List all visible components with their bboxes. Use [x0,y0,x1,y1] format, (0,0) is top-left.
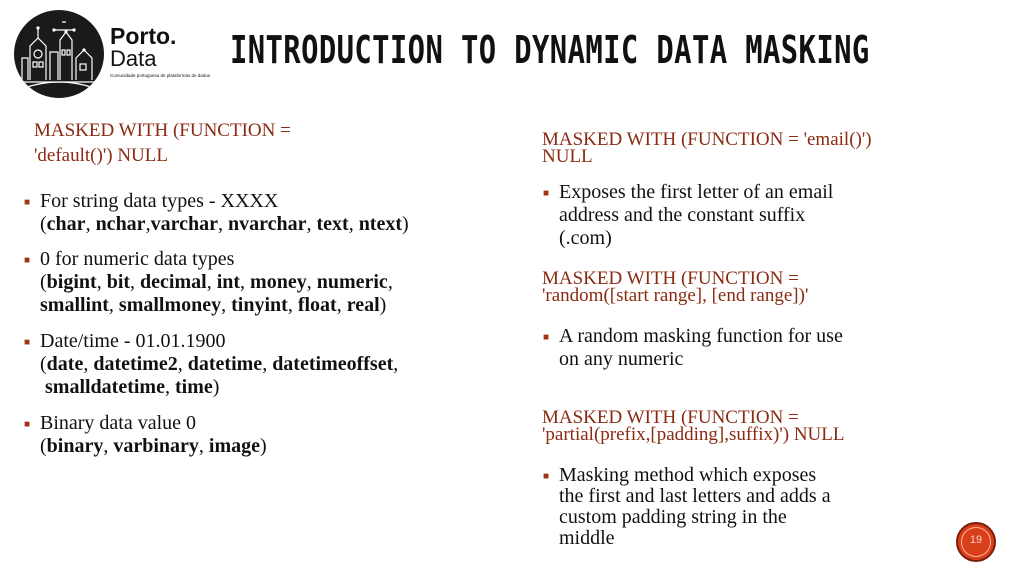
partial-mask-heading [542,409,844,443]
bullet-marker-icon: ■ [24,419,31,430]
slide-title: INTRODUCTION TO DYNAMIC DATA MASKING [230,28,870,72]
bullet-marker-icon: ■ [24,197,31,208]
random-mask-bullet [543,325,843,371]
bullet-line: address and the constant suffix [559,204,806,226]
bullet-marker-icon: ■ [543,188,550,199]
bullet-text: For string data types - XXXX [40,190,279,212]
bullet-binary-types [24,412,267,458]
random-mask-heading-line2: 'random([start range], [end range])' [542,285,809,306]
porto-data-logo [14,10,104,98]
bullet-types-cont: smalldatetime, time) [45,376,220,398]
default-mask-heading [34,121,291,165]
bullet-text: Date/time - 01.01.1900 [40,330,226,352]
bullet-line: on any numeric [559,348,684,370]
bullet-line: Exposes the first letter of an email [559,181,834,203]
bullet-types: (bigint, bit, decimal, int, money, numeric, [40,271,393,293]
brand-text [110,24,210,78]
email-mask-heading [542,131,872,165]
default-mask-heading-line1: MASKED WITH (FUNCTION = [34,120,291,141]
bullet-line: the first and last letters and adds a [559,485,831,507]
bullet-line: A random masking function for use [559,325,843,347]
partial-mask-heading-line2: 'partial(prefix,[padding],suffix)') NULL [542,424,845,445]
random-mask-heading-line1: MASKED WITH (FUNCTION = [542,268,799,289]
bullet-marker-icon: ■ [543,471,550,482]
city-skyline-icon [14,10,104,98]
brand-name-line1: Porto. [110,23,177,49]
bullet-text: Binary data value 0 [40,412,197,434]
bullet-numeric-types [24,248,393,317]
bullet-line: Masking method which exposes [559,464,817,486]
email-mask-heading-line2: NULL [542,146,593,167]
bullet-types: (binary, varbinary, image) [40,435,267,457]
brand-tagline: Comunidade portuguesa de plataformas de dados [110,73,211,78]
email-mask-heading-line1: MASKED WITH (FUNCTION = 'email()') [542,129,872,150]
bullet-types-cont: smallint, smallmoney, tinyint, float, real) [40,294,387,316]
default-mask-heading-line2: 'default()') NULL [34,145,168,166]
bullet-datetime-types [24,330,399,399]
bullet-marker-icon: ■ [24,337,31,348]
page-number: 19 [969,534,983,546]
bullet-marker-icon: ■ [543,332,550,343]
partial-mask-bullet [543,464,831,549]
bullet-string-types [24,190,409,236]
email-mask-bullet [543,181,834,250]
brand-name-line2: Data [110,46,157,71]
random-mask-heading [542,270,808,304]
bullet-types: (char, nchar,varchar, nvarchar, text, ntext) [40,213,409,235]
partial-mask-heading-line1: MASKED WITH (FUNCTION = [542,407,799,428]
bullet-marker-icon: ■ [24,255,31,266]
bullet-line: middle [559,527,615,549]
bullet-text: 0 for numeric data types [40,248,235,270]
page-number-badge [956,522,996,562]
bullet-line: custom padding string in the [559,506,787,528]
bullet-line: (.com) [559,227,612,249]
bullet-types: (date, datetime2, datetime, datetimeoffset, [40,353,399,375]
